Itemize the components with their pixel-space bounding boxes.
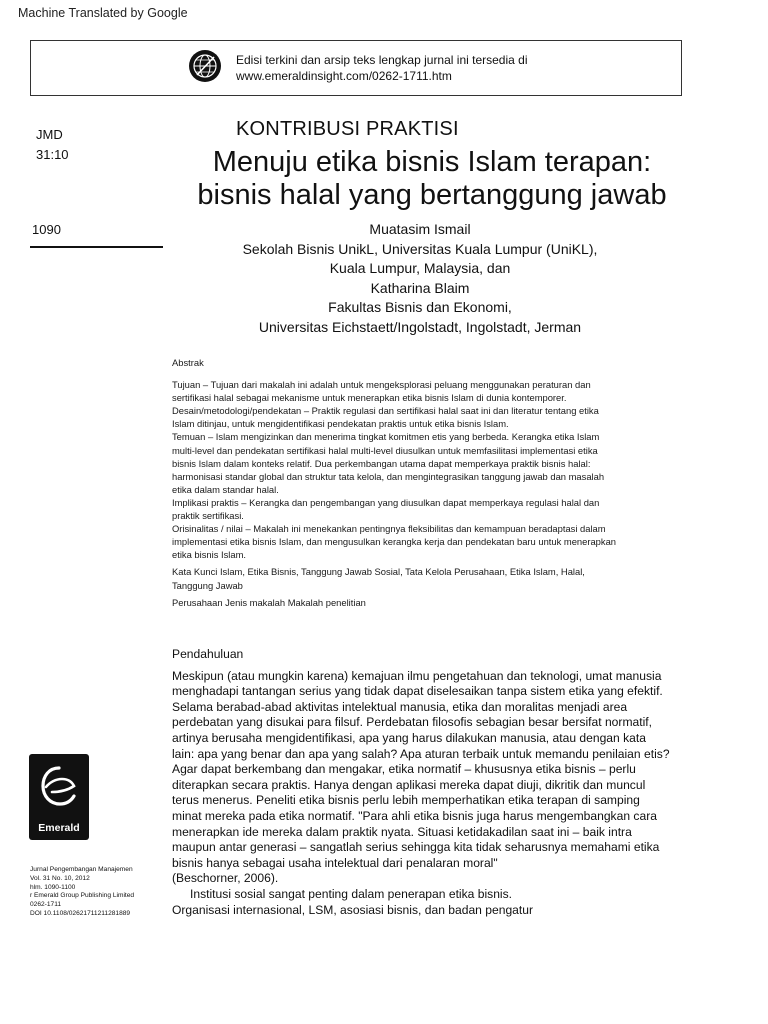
- abstract-section: [172, 356, 682, 609]
- abstract-heading: Abstrak: [172, 357, 204, 368]
- emerald-logo-text: Emerald: [38, 822, 80, 834]
- pubinfo-line: Jurnal Pengembangan Manajemen: [30, 866, 133, 873]
- abstract-line: multi-level dan pendekatan sertifikasi halal multi-level diusulkan untuk memfasilitasi implementasi etika: [172, 444, 598, 456]
- author-line: Fakultas Bisnis dan Ekonomi,: [328, 299, 512, 315]
- intro-line: perdebatan yang disukai para filsuf. Perdebatan filosofis sebagian besar bersifat normatif,: [172, 715, 653, 730]
- pubinfo-line: r Emerald Group Publishing Limited: [30, 892, 135, 900]
- paper-type: Perusahaan Jenis makalah Makalah penelitian: [172, 596, 366, 608]
- author-line: Kuala Lumpur, Malaysia, dan: [329, 260, 511, 276]
- intro-line: lain: apa yang benar dan apa yang salah? Apa aturan terbaik untuk memandu penilaian etis?: [172, 746, 670, 761]
- abstract-line: Desain/metodologi/pendekatan – Praktik regulasi dan sertifikasi halal saat ini dan literatur tentang etika: [172, 405, 599, 417]
- page-number: 1090: [32, 222, 61, 237]
- intro-line: Agar dapat berkembang dan mengakar, etika normatif – khususnya etika bisnis – perlu: [172, 762, 636, 777]
- pubinfo-line: hlm. 1090-1100: [30, 883, 76, 891]
- intro-line: Meskipun (atau mungkin karena) kemajuan ilmu pengetahuan dan teknologi, umat manusia: [172, 668, 662, 683]
- intro-line: maupun antar generasi – sangatlah serius sehingga kita tidak seharusnya memahami etika: [172, 840, 660, 855]
- abstract-line: etika dalam standar halal.: [172, 483, 279, 495]
- abstract-line: sertifikasi halal sebagai mekanisme untuk menerapkan etika bisnis Islam di dunia kontemporer.: [172, 392, 567, 404]
- intro-heading: Pendahuluan: [172, 647, 244, 661]
- intro-line: Institusi sosial sangat penting dalam penerapan etika bisnis.: [190, 886, 513, 901]
- margin-divider: [30, 246, 163, 248]
- title-line-2: bisnis halal yang bertanggung jawab: [197, 179, 667, 211]
- emerald-e-icon: [38, 762, 80, 816]
- author-line: Katharina Blaim: [370, 279, 470, 296]
- machine-translated-label: Machine Translated by Google: [18, 6, 188, 20]
- author-line: Muatasim Ismail: [369, 221, 471, 237]
- section-label: KONTRIBUSI PRAKTISI: [236, 118, 459, 140]
- notice-line-1: Edisi terkini dan arsip teks lengkap jurnal ini tersedia di: [236, 53, 528, 67]
- keywords-line: Tanggung Jawab: [172, 579, 243, 591]
- intro-line: menghadapi tantangan serius yang tidak dapat diselesaikan tanpa sistem etika yang efektif.: [172, 684, 663, 699]
- abstract-line: etika bisnis Islam.: [172, 549, 246, 561]
- abstract-line: Tujuan – Tujuan dari makalah ini adalah untuk mengeksplorasi peluang menggunakan peraturan dan: [172, 379, 591, 391]
- journal-abbr-block: [36, 125, 69, 165]
- pubinfo-line: 0262-1711: [30, 901, 62, 909]
- abstract-line: implementasi etika bisnis Islam, dan mengusulkan kerangka kerja dan pendekatan baru untuk menerapkan: [172, 536, 617, 548]
- emerald-logo: [29, 754, 89, 840]
- abstract-line: Temuan – Islam mengizinkan dan menerima tingkat komitmen etis yang berbeda. Kerangka etika Islam: [172, 431, 600, 443]
- intro-line: Selama berabad-abad aktivitas intelektual manusia, etika dan moralitas menjadi area: [172, 699, 628, 714]
- introduction-section: [172, 647, 702, 918]
- intro-line: artinya berusaha mengidentifikasi, apa yang harus dilakukan manusia, atau dengan kata: [172, 730, 646, 745]
- globe-icon: [188, 49, 222, 83]
- pubinfo-line: Vol. 31 No. 10, 2012: [30, 874, 90, 882]
- journal-abbr: JMD: [36, 127, 63, 142]
- title-line-1: Menuju etika bisnis Islam terapan:: [212, 146, 652, 178]
- abstract-line: harmonisasi standar global dan struktur tata kelola, dan mengintegrasikan tanggung jawab dan masalah: [172, 470, 605, 482]
- article-title: [162, 146, 702, 212]
- intro-line: menerapkan ide mereka dalam praktik nyata. Situasi ketidakadilan saat ini – baik intra: [172, 824, 632, 839]
- abstract-line: Orisinalitas / nilai – Makalah ini menekankan pentingnya fleksibilitas dan kemampuan beradaptasi dalam: [172, 523, 606, 535]
- journal-volume: 31:10: [36, 147, 69, 162]
- intro-line: Organisasi internasional, LSM, asosiasi bisnis, dan badan pengatur: [172, 902, 534, 917]
- intro-line: (Beschorner, 2006).: [172, 871, 279, 886]
- availability-notice: [30, 40, 682, 96]
- author-block: [200, 220, 640, 337]
- intro-line: minat mereka pada etika normatif. "Para ahli etika bisnis juga harus mengembangkan cara: [172, 808, 657, 823]
- author-line: Sekolah Bisnis UnikL, Universitas Kuala Lumpur (UniKL),: [242, 240, 598, 257]
- notice-url[interactable]: www.emeraldinsight.com/0262-1711.htm: [236, 69, 452, 83]
- abstract-line: Islam ditinjau, untuk mengidentifikasi pendekatan praktis untuk etika bisnis Islam.: [172, 418, 509, 430]
- intro-line: terus menerus. Peneliti etika bisnis perlu lebih memperhatikan etika terapan di samping: [172, 793, 640, 808]
- intro-line: diterapkan secara praktis. Hanya dengan aplikasi mereka dapat diuji, dikritik dan muncul: [172, 777, 646, 792]
- publication-info: [30, 866, 134, 919]
- abstract-line: praktik sertifikasi.: [172, 510, 244, 522]
- keywords-line: Kata Kunci Islam, Etika Bisnis, Tanggung Jawab Sosial, Tata Kelola Perusahaan, Etika Islam, Halal,: [172, 566, 585, 578]
- pubinfo-line: DOI 10.1108/02621711211281889: [30, 909, 131, 917]
- intro-line: bisnis hanya sebagai usaha intelektual dari penalaran moral": [172, 855, 498, 870]
- abstract-line: Implikasi praktis – Kerangka dan pengembangan yang diusulkan dapat memperkaya regulasi halal dan: [172, 496, 600, 508]
- abstract-line: bisnis Islam dalam konteks relatif. Dua perkembangan utama dapat memperkaya praktik bisnis halal:: [172, 457, 591, 469]
- author-line: Universitas Eichstaett/Ingolstadt, Ingolstadt, Jerman: [258, 318, 582, 335]
